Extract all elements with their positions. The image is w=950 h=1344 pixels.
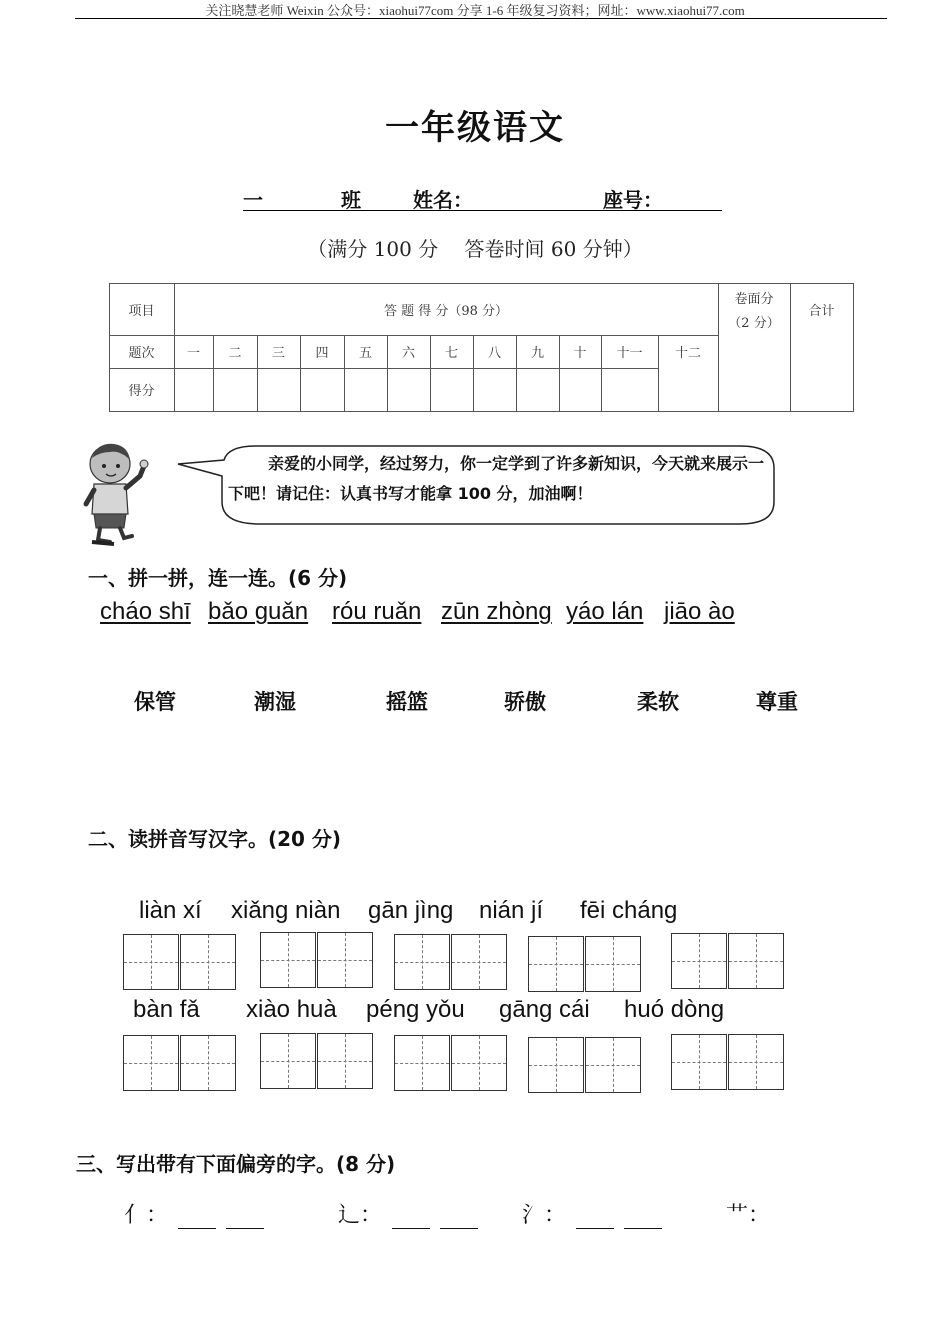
- boy-illustration: [80, 436, 166, 548]
- page-title: 一年级语文: [385, 108, 565, 148]
- writing-box[interactable]: [317, 1033, 373, 1089]
- answer-blank[interactable]: [576, 1206, 614, 1229]
- pinyin-item: nián jí: [479, 897, 544, 924]
- grade-text: 一: [243, 188, 263, 212]
- score-table: [109, 283, 854, 412]
- writing-box[interactable]: [394, 1035, 450, 1091]
- section-3-title: 三、写出带有下面偏旁的字。(8 分): [76, 1152, 396, 1176]
- question-number: 九: [530, 346, 544, 361]
- radical-prompt: [338, 1198, 478, 1229]
- question-number: 六: [401, 346, 415, 361]
- writing-box[interactable]: [728, 1034, 784, 1090]
- question-number: 五: [358, 346, 372, 361]
- question-number: 十二: [674, 346, 701, 361]
- writing-box[interactable]: [585, 936, 641, 992]
- writing-box[interactable]: [671, 933, 727, 989]
- pinyin-item: xiǎng niàn: [231, 897, 341, 924]
- header-divider: [75, 18, 887, 19]
- pinyin-item: xiào huà: [246, 996, 337, 1023]
- writing-box[interactable]: [260, 1033, 316, 1089]
- writing-box[interactable]: [180, 934, 236, 990]
- total-label: 合计: [808, 303, 835, 319]
- answer-blank[interactable]: [178, 1206, 216, 1229]
- seat-label: 座号：: [603, 188, 663, 212]
- section-2-title: 二、读拼音写汉字。(20 分): [88, 827, 342, 851]
- question-number: 三: [271, 346, 285, 361]
- name-label: 姓名：: [413, 188, 473, 212]
- writing-box[interactable]: [671, 1034, 727, 1090]
- word-item: 柔软: [637, 690, 679, 714]
- question-number: 七: [444, 346, 458, 361]
- pinyin-item: cháo shī: [100, 598, 191, 625]
- writing-box[interactable]: [451, 1035, 507, 1091]
- question-number: 十: [573, 346, 587, 361]
- score-label: 得分: [128, 384, 155, 399]
- writing-box[interactable]: [317, 932, 373, 988]
- question-number: 十一: [616, 346, 643, 361]
- question-number: 八: [487, 346, 501, 361]
- writing-box[interactable]: [451, 934, 507, 990]
- header-note: 关注晓慧老师 Weixin 公众号：xiaohui77com 分享 1-6 年级复习资料；网址：www.xiaohui77.com: [205, 3, 745, 18]
- radical-label: 氵：: [522, 1203, 567, 1228]
- pinyin-item: huó dòng: [624, 996, 725, 1023]
- pinyin-item: róu ruǎn: [332, 598, 422, 625]
- pinyin-item: zūn zhòng: [441, 598, 552, 625]
- pinyin-item: fēi cháng: [580, 897, 678, 924]
- pinyin-item: bǎo guǎn: [208, 598, 309, 625]
- pinyin-item: bàn fǎ: [133, 996, 200, 1023]
- neatness-points: （2 分）: [728, 315, 780, 331]
- word-item: 骄傲: [504, 690, 546, 714]
- section-1-title: 一、拼一拼，连一连。(6 分): [88, 566, 348, 590]
- radical-label: 亻：: [124, 1203, 169, 1228]
- neatness-label: 卷面分: [734, 291, 774, 307]
- word-item: 摇篮: [386, 690, 428, 714]
- question-no-label: 题次: [128, 346, 155, 361]
- answer-blank[interactable]: [440, 1206, 478, 1229]
- pinyin-item: gāng cái: [499, 996, 590, 1023]
- radical-prompt: [726, 1198, 770, 1229]
- student-info-line: [243, 184, 722, 211]
- writing-box[interactable]: [180, 1035, 236, 1091]
- writing-box[interactable]: [260, 932, 316, 988]
- pinyin-item: jiāo ào: [664, 598, 735, 625]
- question-number: 一: [186, 346, 200, 361]
- writing-box[interactable]: [394, 934, 450, 990]
- answer-blank[interactable]: [226, 1206, 264, 1229]
- radical-prompt: [522, 1198, 662, 1229]
- radical-prompt: [124, 1198, 264, 1229]
- word-item: 保管: [134, 690, 176, 714]
- question-number: 四: [315, 346, 329, 361]
- pinyin-item: gān jìng: [368, 897, 454, 924]
- item-label: 项目: [128, 303, 155, 319]
- question-number: 二: [228, 346, 242, 361]
- class-label: 班: [341, 188, 361, 212]
- pinyin-item: liàn xí: [139, 897, 202, 924]
- answer-blank[interactable]: [624, 1206, 662, 1229]
- writing-box[interactable]: [728, 933, 784, 989]
- radical-label: 辶：: [338, 1203, 383, 1228]
- writing-box[interactable]: [123, 934, 179, 990]
- answer-blank[interactable]: [392, 1206, 430, 1229]
- radical-label: 艹：: [726, 1203, 771, 1228]
- word-item: 尊重: [756, 690, 798, 714]
- pinyin-item: péng yǒu: [366, 996, 465, 1023]
- answer-score-label: 答 题 得 分（98 分）: [383, 303, 509, 319]
- writing-box[interactable]: [123, 1035, 179, 1091]
- writing-box[interactable]: [528, 936, 584, 992]
- writing-box[interactable]: [528, 1037, 584, 1093]
- word-item: 潮湿: [254, 690, 296, 714]
- encouragement-text: 亲爱的小同学，经过努力，你一定学到了许多新知识，今天就来展示一下吧！请记住：认真书写才能拿 100 分，加油啊！: [228, 454, 765, 503]
- pinyin-item: yáo lán: [566, 598, 644, 625]
- writing-box[interactable]: [585, 1037, 641, 1093]
- score-note: （满分 100 分 答卷时间 60 分钟）: [307, 237, 643, 261]
